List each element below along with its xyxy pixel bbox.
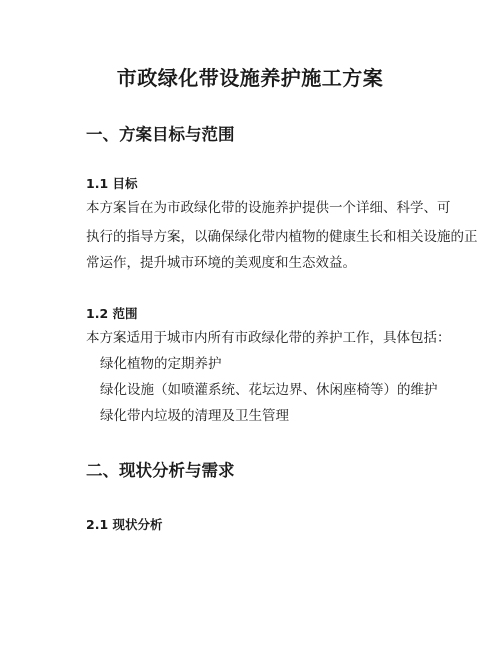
section-heading-status-needs: 二、现状分析与需求 bbox=[86, 461, 235, 480]
subsection-heading-scope: 1.2 范围 bbox=[86, 306, 138, 321]
scope-item-3: 绿化带内垃圾的清理及卫生管理 bbox=[100, 408, 289, 424]
goal-paragraph-line-1: 本方案旨在为市政绿化带的设施养护提供一个详细、科学、可 bbox=[86, 200, 451, 216]
section-heading-goals-scope: 一、方案目标与范围 bbox=[86, 125, 235, 144]
scope-item-1: 绿化植物的定期养护 bbox=[100, 356, 222, 372]
scope-item-2: 绿化设施（如喷灌系统、花坛边界、休闲座椅等）的维护 bbox=[100, 382, 438, 398]
goal-paragraph-line-3: 常运作，提升城市环境的美观度和生态效益。 bbox=[86, 255, 356, 271]
goal-paragraph-line-2: 执行的指导方案，以确保绿化带内植物的健康生长和相关设施的正 bbox=[86, 229, 478, 245]
subsection-heading-goal: 1.1 目标 bbox=[86, 176, 138, 191]
scope-intro: 本方案适用于城市内所有市政绿化带的养护工作，具体包括： bbox=[86, 330, 451, 346]
document-title: 市政绿化带设施养护施工方案 bbox=[116, 66, 384, 90]
subsection-heading-status-analysis: 2.1 现状分析 bbox=[86, 517, 163, 532]
